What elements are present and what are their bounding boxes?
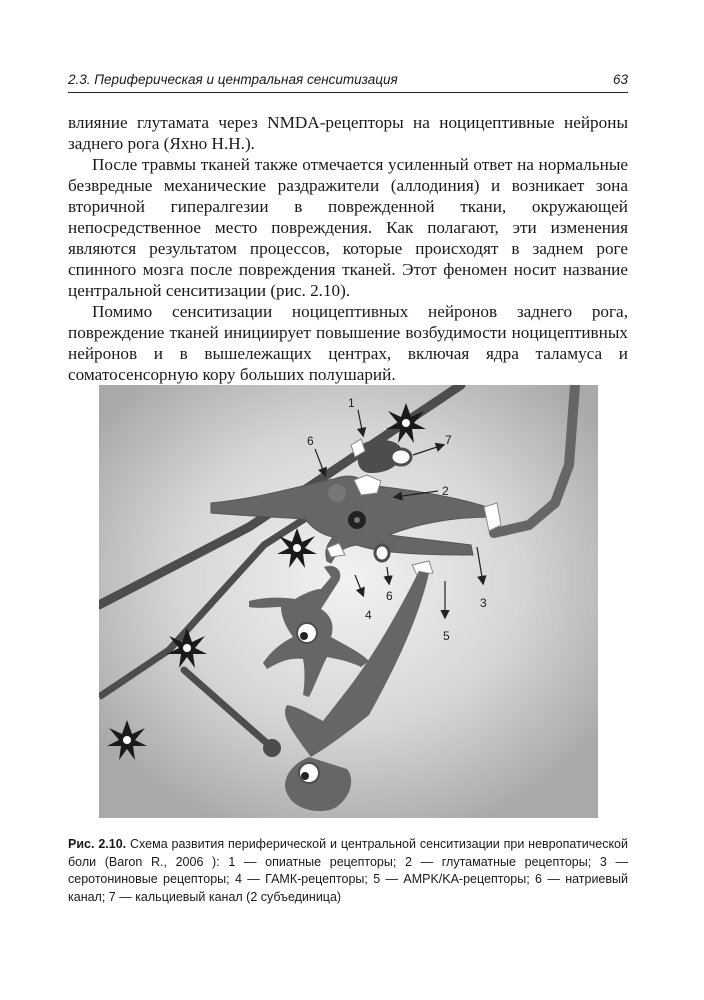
label-3: 3 xyxy=(480,596,487,610)
body-text xyxy=(68,112,628,385)
paragraph-1: влияние глутамата через NMDA-рецепторы на ноцицептивные нейроны заднего рога (Яхно Н.Н.). xyxy=(68,113,628,153)
page-number: 63 xyxy=(612,72,628,87)
sodium-channel-top xyxy=(328,484,346,502)
running-head xyxy=(68,70,628,93)
section-title: 2.3. Периферическая и центральная сенситизация xyxy=(68,72,398,87)
label-6-top: 6 xyxy=(307,434,314,448)
paragraph-2: После травмы тканей также отмечается усиленный ответ на нормальные безвредные механические раздражители (аллодиния) и возникает зона вторичной гипералгезии в поврежденной ткани, окружающей непосредственное место повреждения. Как полагают, эти изменения являются результатом процессов, которые происходят в заднем роге спинного мозга после повреждения тканей. Этот феномен носит название центральной сенситизации (рис. 2.10). xyxy=(68,155,628,300)
sodium-channel-bottom xyxy=(375,545,389,561)
label-1: 1 xyxy=(348,396,355,410)
label-2: 2 xyxy=(442,484,449,498)
paragraph-3: Помимо сенситизации ноцицептивных нейронов заднего рога, повреждение тканей инициирует повышение возбудимости ноцицептивных нейронов и в вышележащих центрах, включая ядра таламуса и соматосенсорную кору больших полушарий. xyxy=(68,302,628,384)
caption-label: Рис. 2.10. xyxy=(68,837,127,851)
figure-2-10 xyxy=(99,385,598,818)
sensitization-diagram xyxy=(99,385,598,818)
figure-caption xyxy=(68,836,628,906)
caption-text: Схема развития периферической и центральной сенситизации при невропатической боли (Baron R., 2006 ): 1 — опиатные рецепторы; 2 — глутаматные рецепторы; 3 — серотониновые рецепторы; 4 — ГАМК-рецепторы; 5 — AMPK/KA-рецепторы; 6 — натриевый канал; 7 — кальциевый канал (2 субъединица) xyxy=(68,837,628,904)
label-5: 5 xyxy=(443,629,450,643)
label-7: 7 xyxy=(445,433,452,447)
label-6-bottom: 6 xyxy=(386,589,393,603)
label-4: 4 xyxy=(365,608,372,622)
figure-background xyxy=(99,385,598,818)
axon-terminal xyxy=(263,739,281,757)
calcium-channel xyxy=(391,449,411,465)
